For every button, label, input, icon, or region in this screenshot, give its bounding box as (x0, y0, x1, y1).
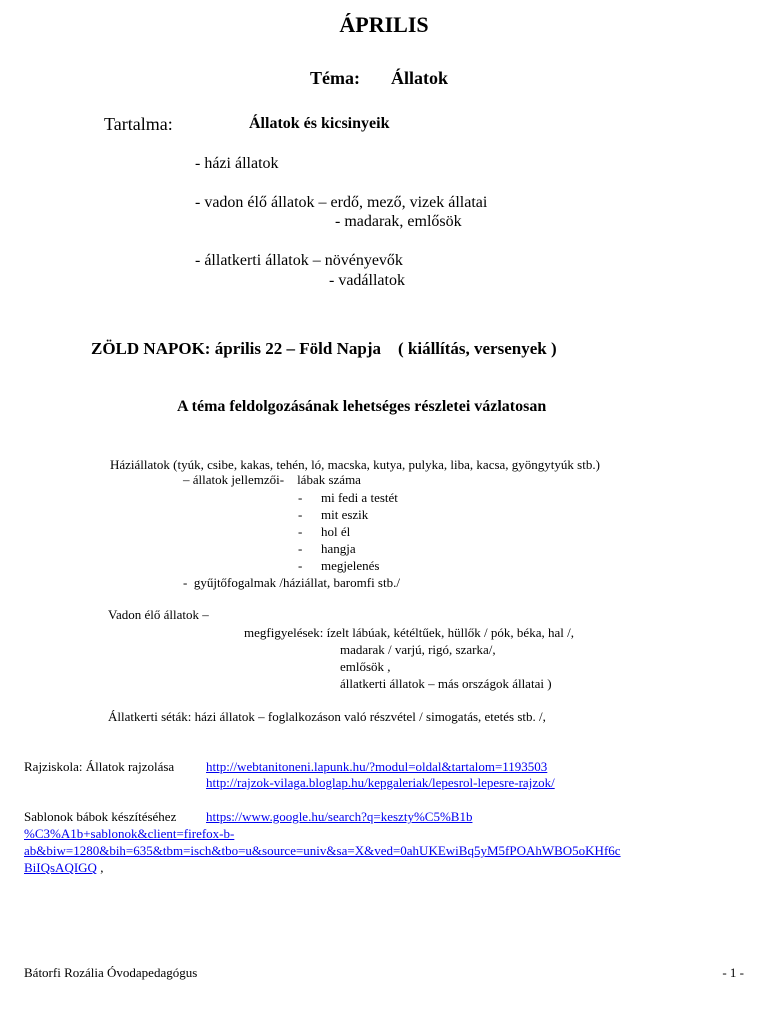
sablonok-link-line[interactable]: ab&biw=1280&bih=635&tbm=isch&tbo=u&source=univ&sa=X&ved=0ahUKEwiBq5yM5fPOAhWBO5oKHf6c (24, 843, 621, 858)
jellemzoi-line: – állatok jellemzői- lábak száma (183, 472, 361, 487)
haziallatok-line: Háziállatok (tyúk, csibe, kakas, tehén, ló, macska, kutya, pulyka, liba, kacsa, gyöngytyúk stb.) (110, 457, 600, 472)
rajziskola-label: Rajziskola: Állatok rajzolása (24, 759, 175, 774)
section-heading: A téma feldolgozásának lehetséges részletei vázlatosan (177, 398, 547, 415)
vadon-line: megfigyelések: ízelt lábúak, kétéltűek, hüllők / pók, béka, hal /, (244, 625, 574, 640)
trait-item: hol él (321, 524, 351, 539)
gyujto-line: - gyűjtőfogalmak /háziállat, baromfi stb./ (183, 575, 400, 590)
tartalma-value: Állatok és kicsinyeik (249, 115, 390, 132)
trait-item: mit eszik (321, 507, 369, 522)
trait-dash: - (298, 541, 303, 556)
trait-dash: - (298, 490, 303, 505)
vadon-line: madarak / varjú, rigó, szarka/, (340, 642, 496, 657)
rajziskola-link-2[interactable]: http://rajzok-vilaga.bloglap.hu/kepgaleriak/lepesrol-lepesre-rajzok/ (206, 775, 555, 790)
content-item: - vadon élő állatok – erdő, mező, vizek állatai (195, 194, 488, 211)
sablonok-trailing: , (96, 860, 104, 875)
vadon-line: állatkerti állatok – más országok állatai ) (340, 676, 552, 691)
content-item: - madarak, emlősök (335, 213, 462, 230)
trait-dash: - (298, 507, 303, 522)
footer-author: Bátorfi Rozália Óvodapedagógus (24, 965, 198, 980)
trait-dash: - (298, 524, 303, 539)
rajziskola-link-1[interactable]: http://webtanitoneni.lapunk.hu/?modul=oldal&tartalom=1193503 (206, 759, 548, 774)
zold-napok (91, 339, 557, 359)
trait-item: hangja (321, 541, 356, 556)
content-item: - állatkerti állatok – növényevők (195, 252, 403, 269)
footer-page-number: - 1 - (722, 965, 744, 980)
trait-item: mi fedi a testét (321, 490, 398, 505)
allatkerti-line: Állatkerti séták: házi állatok – foglalkozáson való részvétel / simogatás, etetés stb. /, (108, 709, 546, 724)
sablonok-link-line[interactable]: https://www.google.hu/search?q=keszty%C5%B1b (206, 809, 473, 824)
tema-value: Állatok (391, 68, 449, 88)
tema-label: Téma: (310, 68, 360, 88)
sablonok-link-line[interactable]: BiIQsAQIGQ (24, 860, 97, 875)
content-item: - vadállatok (329, 272, 405, 289)
zold-napok-label: ZÖLD NAPOK: (91, 339, 211, 358)
zold-napok-value: április 22 – Föld Napja ( kiállítás, versenyek ) (214, 339, 557, 358)
sablonok-link-line[interactable]: %C3%A1b+sablonok&client=firefox-b- (24, 826, 235, 841)
trait-item: megjelenés (321, 558, 380, 573)
sablonok-last-line (24, 860, 103, 876)
trait-dash: - (298, 558, 303, 573)
sablonok-label: Sablonok bábok készítéséhez (24, 809, 177, 824)
tartalma-label: Tartalma: (104, 114, 173, 134)
content-item: - házi állatok (195, 155, 279, 172)
page-title: ÁPRILIS (339, 12, 429, 37)
vadon-heading: Vadon élő állatok – (108, 607, 209, 622)
vadon-line: emlősök , (340, 659, 391, 674)
